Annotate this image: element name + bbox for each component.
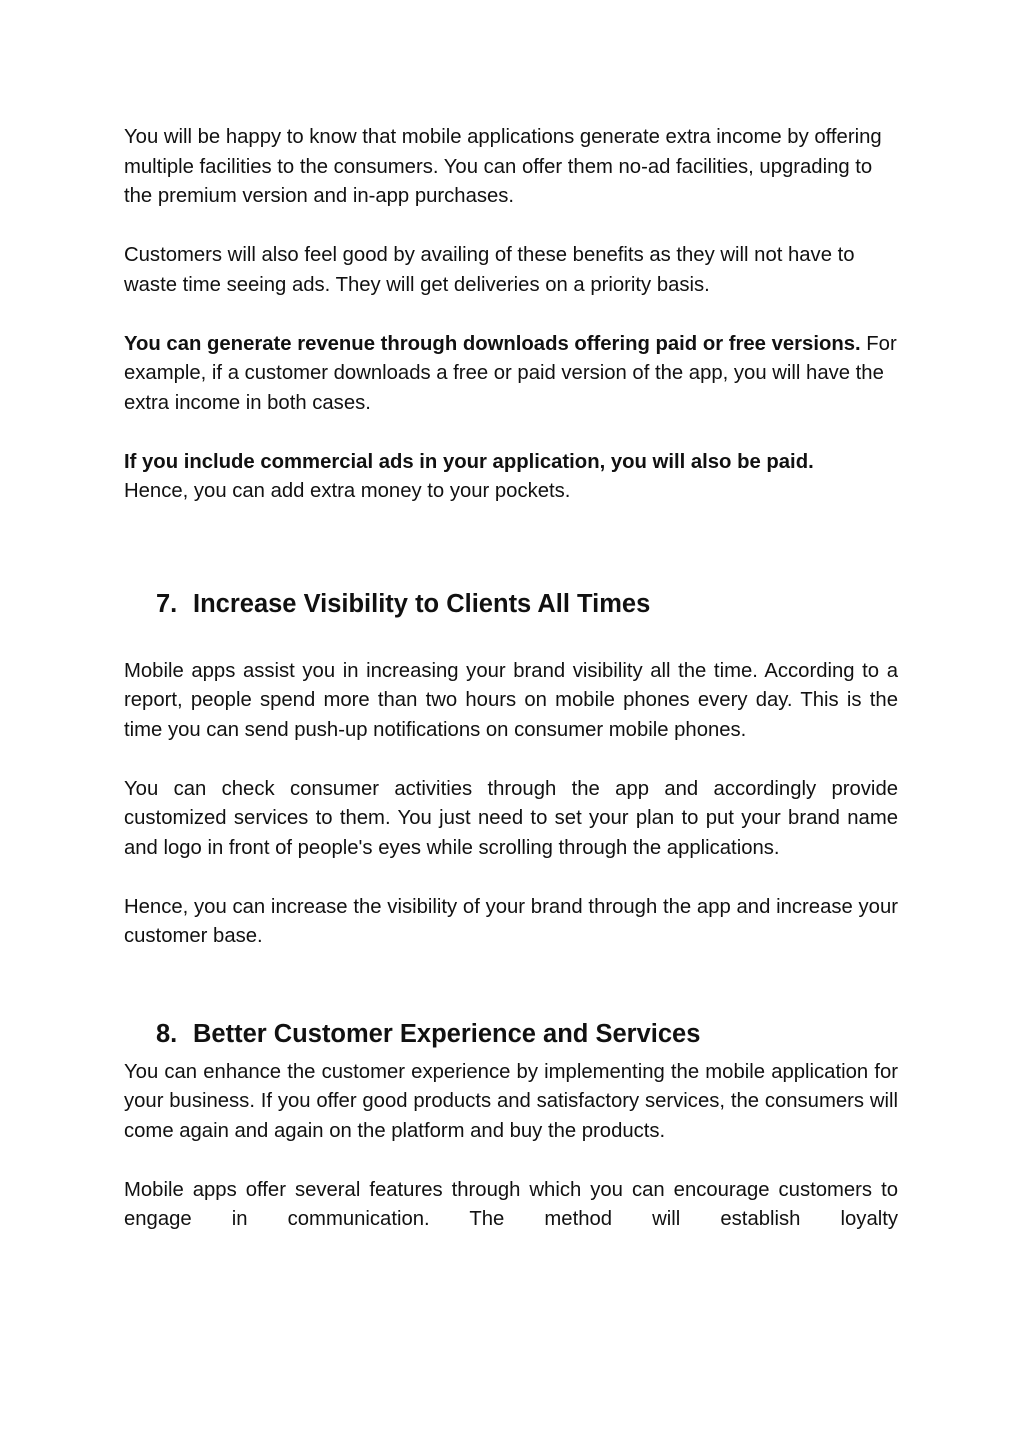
section-heading-customer-experience <box>124 1018 898 1050</box>
paragraph-customer-benefits: Customers will also feel good by availing of these benefits as they will not have to waste time seeing ads. They will get deliveries on a priority basis. <box>124 244 855 296</box>
paragraph-brand-visibility: Mobile apps assist you in increasing your brand visibility all the time. According to a report, people spend more than two hours on mobile phones every day. This is the time you can send push-up notifications on consumer mobile phones. <box>124 659 898 741</box>
paragraph-customer-base: Hence, you can increase the visibility of your brand through the app and increase your customer base. <box>124 895 898 947</box>
paragraph-download-revenue <box>124 330 898 419</box>
section-number: 7. <box>156 589 178 618</box>
paragraph-consumer-activities: You can check consumer activities through the app and accordingly provide customized services to them. You just need to set your plan to put your brand name and logo in front of people's eyes while scrolling through the applications. <box>124 777 898 859</box>
paragraph-extra-income: You will be happy to know that mobile applications generate extra income by offering multiple facilities to the consumers. You can offer them no-ad facilities, upgrading to the premium version and in-app purchases. <box>124 126 882 207</box>
paragraph-commercial-ads-text: Hence, you can add extra money to your pockets. <box>124 480 571 502</box>
paragraph-download-revenue-text: For example, if a customer downloads a free or paid version of the app, you will have the extra income in both cases. <box>124 332 897 414</box>
bold-lead-commercial-ads: If you include commercial ads in your application, you will also be paid. <box>124 450 814 473</box>
paragraph-enhance-experience: You can enhance the customer experience by implementing the mobile application for your business. If you offer good products and satisfactory services, the consumers will come again and again on the platform and buy the products. <box>124 1060 898 1142</box>
bold-lead-download-revenue: You can generate revenue through downloads offering paid or free versions. <box>124 332 861 355</box>
paragraph-commercial-ads <box>124 448 898 507</box>
section-number: 8. <box>156 1019 178 1048</box>
section-heading-visibility <box>124 588 898 620</box>
document-page <box>124 123 898 1235</box>
section-title: Better Customer Experience and Services <box>193 1019 701 1048</box>
paragraph-engagement-features: Mobile apps offer several features through which you can encourage customers to engage in communication. The method will establish loyalty <box>124 1178 898 1230</box>
section-title: Increase Visibility to Clients All Times <box>193 589 651 618</box>
